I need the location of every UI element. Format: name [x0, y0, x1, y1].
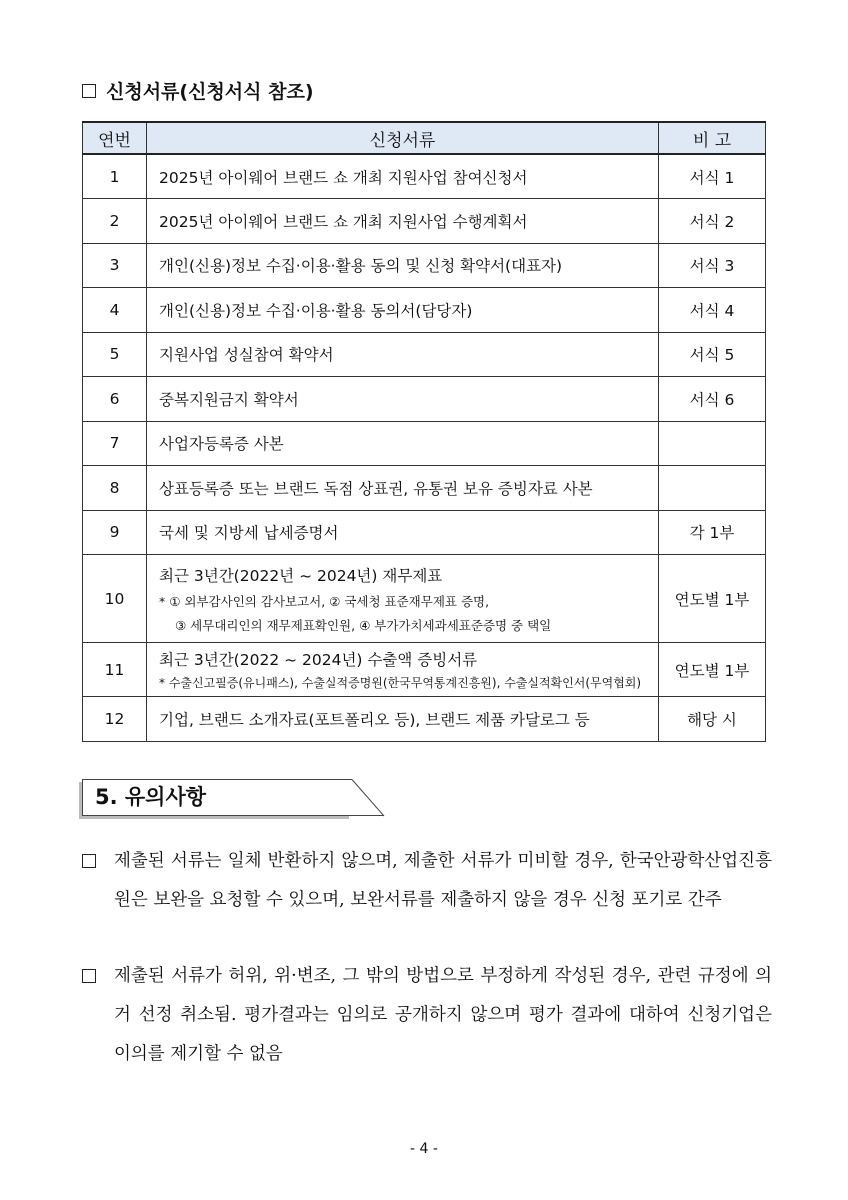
table-row: [83, 697, 766, 742]
row-doc-name: 기업, 브랜드 소개자료(포트폴리오 등), 브랜드 제품 카달로그 등: [147, 697, 659, 742]
checkbox-square-icon: [82, 854, 96, 868]
row-doc-name: 개인(신용)정보 수집·이용·활용 동의서(담당자): [147, 288, 659, 333]
row-doc-cell: [147, 555, 659, 643]
row-doc-name: 최근 3년간(2022년 ~ 2024년) 재무제표: [159, 566, 443, 585]
table-row: [83, 332, 766, 377]
row-note: [659, 466, 766, 511]
row-no: 1: [83, 154, 147, 199]
row-no: 12: [83, 697, 147, 742]
table-row: [83, 510, 766, 555]
row-note: 연도별 1부: [659, 643, 766, 697]
row-no: 5: [83, 332, 147, 377]
row-no: 4: [83, 288, 147, 333]
row-doc-name: 국세 및 지방세 납세증명서: [147, 510, 659, 555]
table-row: [83, 466, 766, 511]
row-note: 서식 4: [659, 288, 766, 333]
row-doc-name: 상표등록증 또는 브랜드 독점 상표권, 유통권 보유 증빙자료 사본: [147, 466, 659, 511]
table-row: [83, 288, 766, 333]
table-row: [83, 199, 766, 244]
row-no: 11: [83, 643, 147, 697]
row-doc-name: 지원사업 성실참여 확약서: [147, 332, 659, 377]
row-doc-name: 최근 3년간(2022 ~ 2024년) 수출액 증빙서류: [159, 651, 478, 669]
row-doc-name: 사업자등록증 사본: [147, 421, 659, 466]
row-no: 7: [83, 421, 147, 466]
table-row: [83, 421, 766, 466]
heading-tab-shape: [82, 779, 386, 819]
row-no: 8: [83, 466, 147, 511]
checkbox-square-icon: [82, 84, 96, 98]
row-doc-footnote: * 수출신고필증(유니패스), 수출실적증명원(한국무역통계진흥원), 수출실적확인서(무역협회): [159, 676, 642, 690]
section-heading-text: 5. 유의사항: [82, 779, 352, 816]
checkbox-square-icon: [82, 969, 96, 983]
row-no: 6: [83, 377, 147, 422]
row-no: 10: [83, 555, 147, 643]
row-note: 서식 1: [659, 154, 766, 199]
row-no: 9: [83, 510, 147, 555]
section-title-text: 신청서류(신청서식 참조): [106, 81, 314, 103]
row-doc-name: 2025년 아이웨어 브랜드 쇼 개최 지원사업 수행계획서: [147, 199, 659, 244]
notice-text: 제출된 서류는 일체 반환하지 않으며, 제출한 서류가 미비할 경우, 한국안광학산업진흥원은 보완을 요청할 수 있으며, 보완서류를 제출하지 않을 경우 신청 포기로 간주: [114, 851, 772, 910]
header-no: 연번: [83, 122, 147, 154]
row-doc-name: 개인(신용)정보 수집·이용·활용 동의 및 신청 확약서(대표자): [147, 243, 659, 288]
row-doc-cell: [147, 643, 659, 697]
row-doc-name: 중복지원금지 확약서: [147, 377, 659, 422]
section-heading: [82, 779, 384, 816]
row-note: 서식 3: [659, 243, 766, 288]
row-doc-footnote: ③ 세무대리인의 재무제표확인원, ④ 부가가치세과세표준증명 중 택일: [175, 617, 552, 633]
table-row: [83, 555, 766, 643]
notice-item: [82, 842, 772, 920]
section-title: [82, 77, 314, 104]
row-note: 각 1부: [659, 510, 766, 555]
notice-text: 제출된 서류가 허위, 위·변조, 그 밖의 방법으로 부정하게 작성된 경우, 관련 규정에 의거 선정 취소됨. 평가결과는 임의로 공개하지 않으며 평가 결과에 대하여 신청기업은 이의를 제기할 수 없음: [114, 966, 772, 1064]
row-doc-footnote: * ① 외부감사인의 감사보고서, ② 국세청 표준재무제표 증명,: [159, 593, 490, 609]
table-row: [83, 243, 766, 288]
row-no: 2: [83, 199, 147, 244]
table-row: [83, 154, 766, 199]
row-note: 서식 6: [659, 377, 766, 422]
row-no: 3: [83, 243, 147, 288]
page-number: - 4 -: [410, 1141, 438, 1157]
table-header-row: [83, 122, 766, 154]
row-note: 해당 시: [659, 697, 766, 742]
table-row: [83, 643, 766, 697]
notice-item: [82, 957, 772, 1074]
row-note: 연도별 1부: [659, 555, 766, 643]
row-note: 서식 2: [659, 199, 766, 244]
row-note: [659, 421, 766, 466]
header-docs: 신청서류: [147, 122, 659, 154]
row-doc-name: 2025년 아이웨어 브랜드 쇼 개최 지원사업 참여신청서: [147, 154, 659, 199]
table-row: [83, 377, 766, 422]
documents-table: [82, 121, 766, 742]
header-note: 비 고: [659, 122, 766, 154]
row-note: 서식 5: [659, 332, 766, 377]
